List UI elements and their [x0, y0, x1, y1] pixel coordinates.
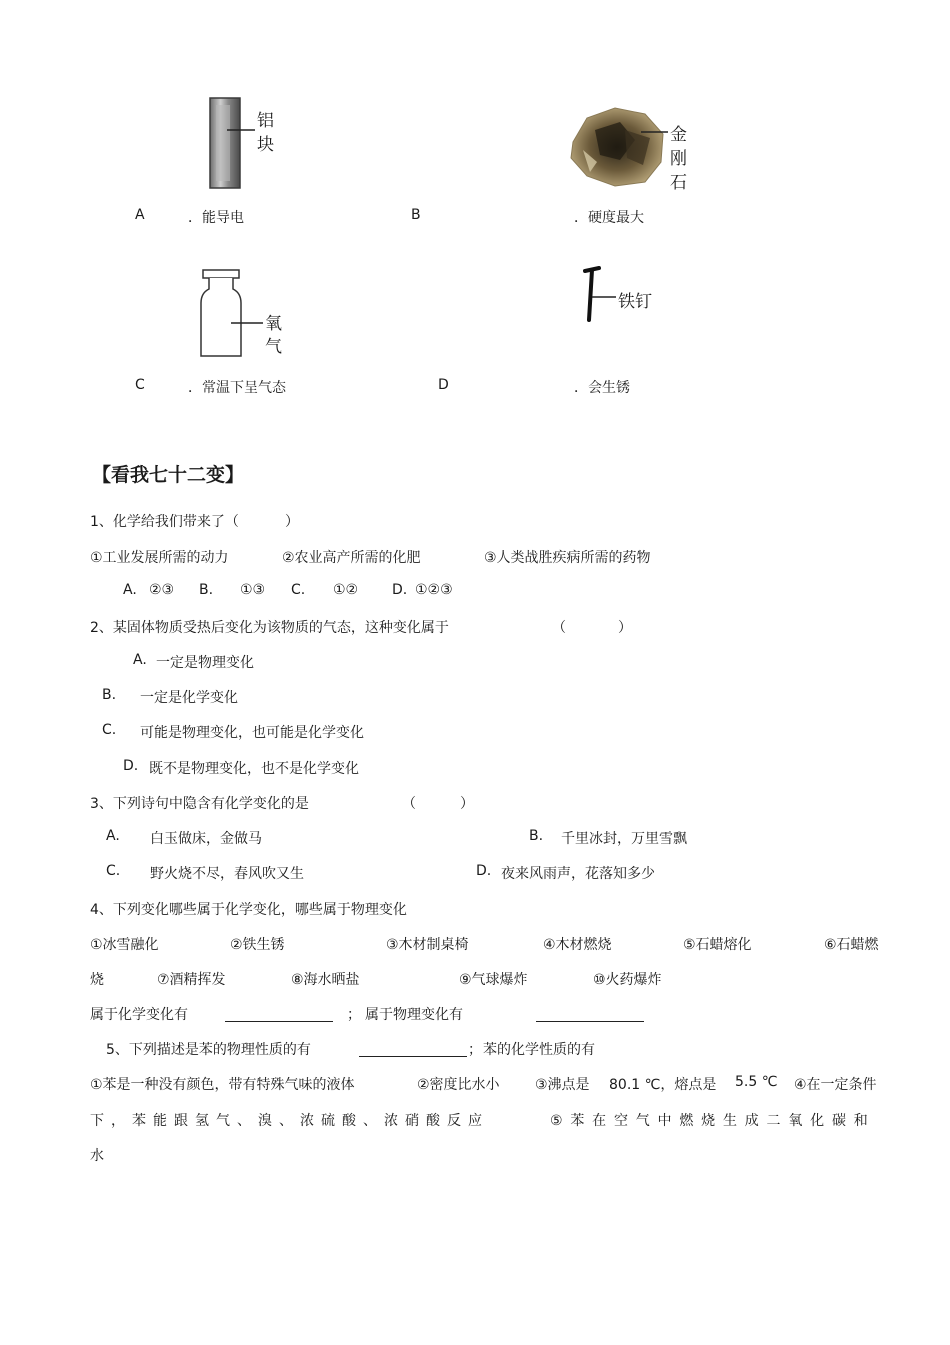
q4-separator: ； [347, 1007, 361, 1023]
diamond-label-1: 金 [670, 125, 687, 145]
q4-item-6: ⑥石蜡燃 [824, 937, 879, 953]
q4-item-2: ②铁生锈 [230, 937, 285, 953]
q2-stem: 2、某固体物质受热后变化为该物质的气态，这种变化属于 [90, 620, 449, 636]
q5-melting-point: 5.5 ℃ [735, 1074, 778, 1090]
q3-option-a-letter: A. [106, 828, 120, 844]
q1-paren-close: ） [285, 514, 299, 530]
nail-shaft [589, 270, 592, 320]
q3-stem: 3、下列诗句中隐含有化学变化的是 [90, 796, 309, 812]
q3-option-b-text: 千里冰封，万里雪飘 [561, 831, 687, 847]
q1-option-b-letter: B. [199, 582, 214, 598]
q5-line3: 水 [90, 1148, 104, 1164]
aluminum-label-2: 块 [257, 135, 274, 155]
q1-stem: 1、化学给我们带来了（ [90, 514, 239, 530]
option-a-letter: A [135, 207, 145, 223]
option-c-letter: C [135, 377, 145, 393]
q4-item-8: ⑧海水晒盐 [291, 972, 360, 988]
q3-option-c-letter: C. [106, 863, 121, 879]
q4-phys-answer-blank[interactable] [536, 1021, 644, 1022]
q1-option-c-letter: C. [291, 582, 306, 598]
q5-boiling-point: 80.1 ℃，熔点是 [609, 1077, 717, 1093]
aluminum-label-1: 铝 [257, 111, 274, 131]
q2-paren-open: （ [552, 620, 566, 636]
q5-line2: 下，苯能跟氢气、溴、浓硫酸、浓硝酸反应 [90, 1113, 489, 1129]
diamond-label-3: 石 [670, 173, 687, 193]
oxygen-label-2: 气 [265, 337, 282, 357]
q1-option-d-text: ①②③ [415, 582, 453, 598]
q5-line2-part2: ⑤苯在空气中燃烧生成二氧化碳和 [550, 1113, 876, 1129]
q5-line1-part4: ④在一定条件 [794, 1077, 877, 1093]
q3-option-d-text: 夜来风雨声，花落知多少 [501, 866, 655, 882]
option-d-letter: D [438, 377, 449, 393]
q5-line1-part1: ①苯是一种没有颜色，带有特殊气味的液体 [90, 1077, 355, 1093]
q4-item-3: ③木材制桌椅 [386, 937, 469, 953]
section-title: 【看我七十二变】 [92, 464, 245, 486]
q2-option-c-text: 可能是物理变化，也可能是化学变化 [140, 725, 364, 741]
q1-option-b-text: ①③ [240, 582, 266, 598]
q3-paren-open: （ [402, 796, 416, 812]
q3-option-c-text: 野火烧不尽，春风吹又生 [150, 866, 304, 882]
q4-item-10: ⑩火药爆炸 [593, 972, 662, 988]
option-a-text: ．能导电 [188, 210, 244, 226]
q2-paren-close: ） [618, 620, 632, 636]
diamond-label-2: 刚 [670, 149, 687, 169]
q5-separator: ； [468, 1042, 482, 1058]
q3-option-a-text: 白玉做床，金做马 [150, 831, 262, 847]
q5-stem: 5、下列描述是苯的物理性质的有 [106, 1042, 311, 1058]
q2-option-d-text: 既不是物理变化，也不是化学变化 [149, 761, 359, 777]
q1-option-c-text: ①② [333, 582, 359, 598]
option-d-text: ．会生锈 [574, 380, 630, 396]
q4-chem-label: 属于化学变化有 [90, 1007, 188, 1023]
q2-option-a-text: 一定是物理变化 [156, 655, 254, 671]
q1-option-a-text: ②③ [149, 582, 175, 598]
bottle-stopper [203, 270, 239, 278]
q4-item-7: ⑦酒精挥发 [157, 972, 226, 988]
q2-option-a-letter: A. [133, 652, 147, 668]
q2-option-b-letter: B. [102, 687, 117, 703]
q4-item-6-cont: 烧 [90, 972, 104, 988]
nail-label: 铁钉 [618, 292, 652, 312]
q1-option-a-letter: A. [123, 582, 137, 598]
q4-phys-label: 属于物理变化有 [365, 1007, 463, 1023]
q5-line1-part2: ②密度比水小 [417, 1077, 500, 1093]
q5-phys-answer-blank[interactable] [359, 1056, 467, 1057]
q3-paren-close: ） [460, 796, 474, 812]
q1-item-3: ③人类战胜疾病所需的药物 [484, 550, 651, 566]
bottle-body [201, 278, 241, 356]
option-b-letter: B [411, 207, 421, 223]
q5-line1-part3: ③沸点是 [535, 1077, 590, 1093]
q4-item-1: ①冰雪融化 [90, 937, 159, 953]
q1-item-2: ②农业高产所需的化肥 [282, 550, 421, 566]
q4-chem-answer-blank[interactable] [225, 1021, 333, 1022]
oxygen-label-1: 氧 [265, 314, 282, 334]
q1-item-1: ①工业发展所需的动力 [90, 550, 229, 566]
q2-option-d-letter: D. [123, 758, 139, 774]
q3-option-d-letter: D. [476, 863, 492, 879]
option-c-text: ．常温下呈气态 [188, 380, 286, 396]
q3-option-b-letter: B. [529, 828, 544, 844]
q2-option-b-text: 一定是化学变化 [140, 690, 238, 706]
q1-option-d-letter: D. [392, 582, 408, 598]
q4-stem: 4、下列变化哪些属于化学变化，哪些属于物理变化 [90, 902, 407, 918]
q2-option-c-letter: C. [102, 722, 117, 738]
q4-item-4: ④木材燃烧 [543, 937, 612, 953]
iron-nail-figure [582, 265, 622, 325]
q4-item-5: ⑤石蜡熔化 [683, 937, 752, 953]
option-b-text: ．硬度最大 [574, 210, 644, 226]
q4-item-9: ⑨气球爆炸 [459, 972, 528, 988]
q5-chem-label: 苯的化学性质的有 [483, 1042, 595, 1058]
